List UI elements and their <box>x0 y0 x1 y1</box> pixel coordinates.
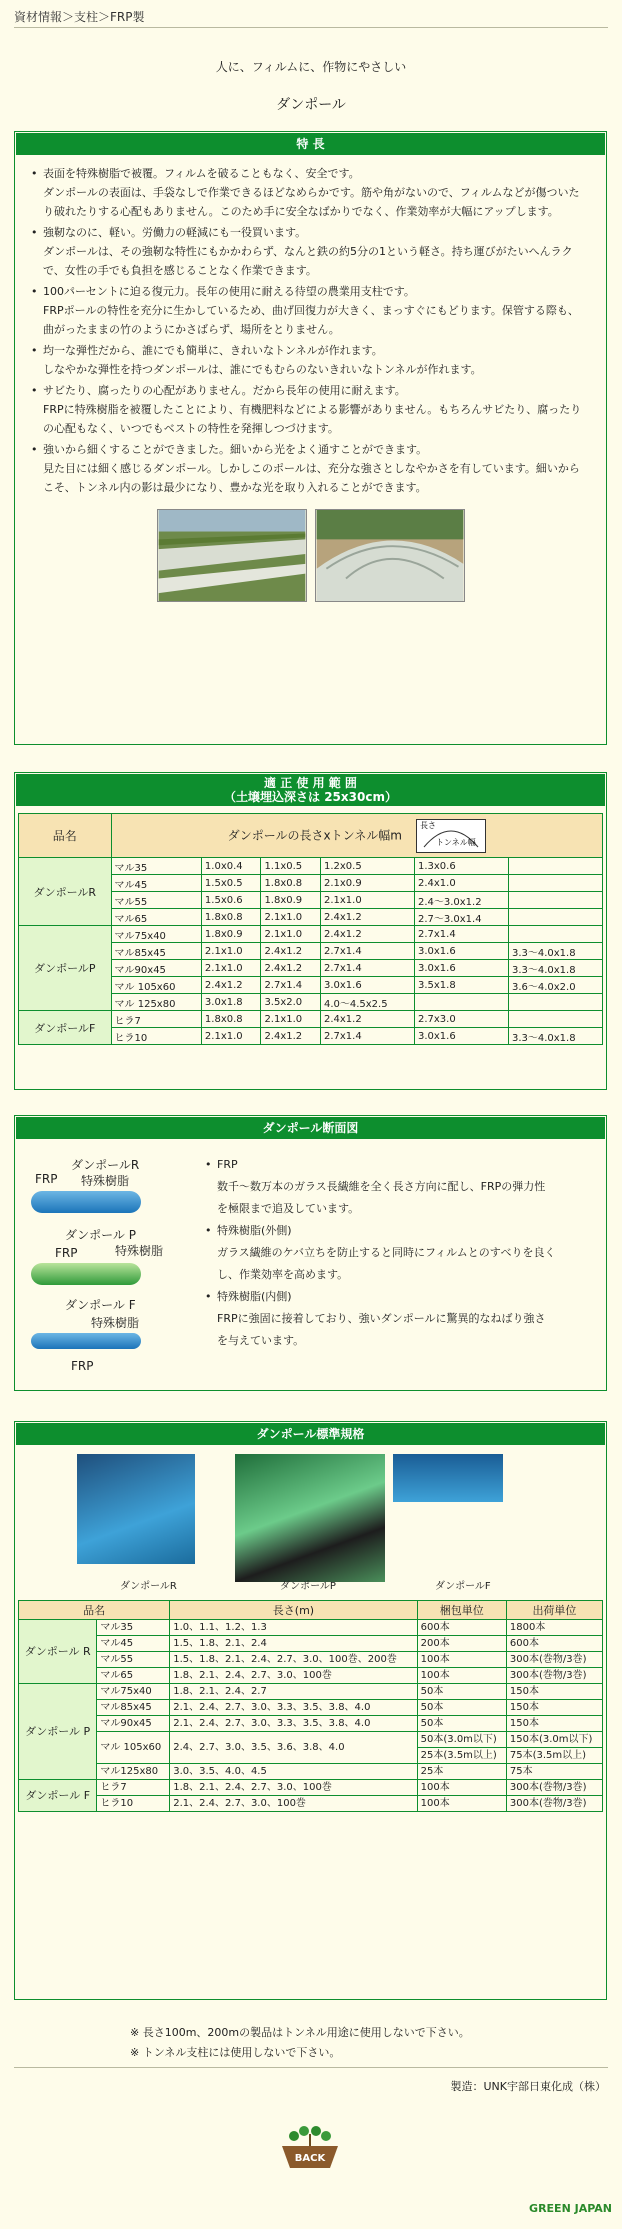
feature-item <box>43 440 588 497</box>
section-item-desc: し、作業効率を高めます。 <box>217 1268 349 1281</box>
range-heading-line2: （土壌埋込深さは 25x30cm） <box>224 790 397 804</box>
range-row <box>19 1011 603 1028</box>
range-cell <box>508 909 602 926</box>
range-cell: 3.0x1.6 <box>320 977 414 994</box>
spec-row <box>19 1764 603 1780</box>
range-table <box>18 813 603 1045</box>
pipe-r-image <box>31 1191 141 1213</box>
feature-desc: ダンポールの表面は、手袋なしで作業できるほどなめらかです。筋や角がないので、フィルムなどが傷ついたり破れたりする心配もありません。このため手に安全なばかりでなく、作業効率が大幅にアップします。 <box>43 186 580 218</box>
spec-cell: マル125x80 <box>97 1764 170 1780</box>
divider <box>14 27 608 28</box>
spec-cell: 25本(3.5m以上) <box>417 1748 506 1764</box>
caption-f: ダンポールF <box>435 1581 491 1592</box>
caption-p: ダンポールP <box>280 1581 336 1592</box>
spec-row <box>19 1716 603 1732</box>
spec-cell: 100本 <box>417 1652 506 1668</box>
range-cell <box>414 994 508 1011</box>
range-cell: 2.1x1.0 <box>261 926 321 943</box>
section-item-desc: を与えています。 <box>217 1334 305 1347</box>
spec-row <box>19 1796 603 1812</box>
spec-cell: 1.5、1.8、2.1、2.4、2.7、3.0、100巻、200巻 <box>170 1652 417 1668</box>
section-heading: ダンポール断面図 <box>16 1117 605 1139</box>
group-name: ダンポールP <box>19 926 112 1011</box>
range-cell: 2.4x1.2 <box>261 1028 321 1045</box>
spec-cell: 300本(巻物/3巻) <box>506 1652 602 1668</box>
range-cell: マル85x45 <box>111 943 201 960</box>
range-cell: マル75x40 <box>111 926 201 943</box>
tagline: 人に、フィルムに、作物にやさしい <box>215 60 407 74</box>
product-photo-p <box>235 1454 385 1582</box>
spec-row <box>19 1652 603 1668</box>
spec-cell: マル75x40 <box>97 1684 170 1700</box>
spec-col-header: 出荷単位 <box>506 1601 602 1620</box>
range-cell: ヒラ10 <box>111 1028 201 1045</box>
feature-item <box>43 223 588 280</box>
spec-cell: 1.8、2.1、2.4、2.7、3.0、100巻 <box>170 1668 417 1684</box>
range-cell: 2.4x1.2 <box>320 926 414 943</box>
spec-cell: 2.1、2.4、2.7、3.0、3.3、3.5、3.8、4.0 <box>170 1716 417 1732</box>
spec-cell: マル55 <box>97 1652 170 1668</box>
range-cell: マル90x45 <box>111 960 201 977</box>
spec-cell: 50本 <box>417 1700 506 1716</box>
spec-cell: ヒラ7 <box>97 1780 170 1796</box>
range-cell: 1.3x0.6 <box>414 858 508 875</box>
spec-heading: ダンポール標準規格 <box>16 1423 605 1445</box>
range-heading-line1: 適 正 使 用 範 囲 <box>264 776 357 790</box>
spec-cell: 300本(巻物/3巻) <box>506 1796 602 1812</box>
group-name: ダンポールF <box>19 1011 112 1045</box>
range-cell: 2.4x1.2 <box>320 1011 414 1028</box>
features-photos <box>15 509 606 602</box>
spec-cell: 100本 <box>417 1796 506 1812</box>
col-name: 品名 <box>19 814 112 858</box>
spec-cell: 200本 <box>417 1636 506 1652</box>
spec-cell: マル 105x60 <box>97 1732 170 1764</box>
label-r-frp: FRP <box>35 1172 58 1186</box>
features-heading: 特 長 <box>16 133 605 155</box>
section-item-desc: ガラス繊維のケバ立ちを防止すると同時にフィルムとのすべりを良く <box>217 1246 556 1259</box>
spec-cell: 50本 <box>417 1684 506 1700</box>
spec-row <box>19 1684 603 1700</box>
back-label[interactable]: BACK <box>294 2153 326 2164</box>
label-f-frp: FRP <box>71 1359 94 1373</box>
spec-cell: 150本 <box>506 1716 602 1732</box>
range-cell: 2.1x1.0 <box>320 892 414 909</box>
range-cell: 3.0x1.8 <box>201 994 261 1011</box>
spec-cell: 1.5、1.8、2.1、2.4 <box>170 1636 417 1652</box>
range-cell: 3.0x1.6 <box>414 960 508 977</box>
range-cell: 3.0x1.6 <box>414 1028 508 1045</box>
range-section <box>14 772 607 1090</box>
range-cell: 1.8x0.8 <box>201 1011 261 1028</box>
range-cell: 1.1x0.5 <box>261 858 321 875</box>
dome-length-label: 長さ <box>419 820 436 830</box>
range-cell: マル 105x60 <box>111 977 201 994</box>
range-cell: ヒラ7 <box>111 1011 201 1028</box>
note-2: ※ トンネル支柱には使用しないで下さい。 <box>130 2046 341 2059</box>
range-cell: 2.7x1.4 <box>320 960 414 977</box>
label-p-frp: FRP <box>55 1246 78 1260</box>
feature-title: • 強靭なのに、軽い。労働力の軽減にも一役買います。 <box>43 226 307 239</box>
spec-cell: マル85x45 <box>97 1700 170 1716</box>
label-r: ダンポールR <box>71 1158 140 1172</box>
spec-cell: 600本 <box>506 1636 602 1652</box>
spec-section <box>14 1421 607 2000</box>
range-cell: 2.7x1.4 <box>414 926 508 943</box>
group-name: ダンポール P <box>19 1684 97 1780</box>
spec-cell: 150本 <box>506 1684 602 1700</box>
divider <box>14 2067 608 2068</box>
feature-title: • サビたり、腐ったりの心配がありません。だから長年の使用に耐えます。 <box>43 384 406 397</box>
range-cell: 3.5x2.0 <box>261 994 321 1011</box>
feature-desc: ダンポールは、その強靭な特性にもかかわらず、なんと鉄の約5分の1という軽さ。持ち運びがたいへんラクで、女性の手でも負担を感じることなく作業できます。 <box>43 245 573 277</box>
group-name: ダンポールR <box>19 858 112 926</box>
range-cell: 2.4x1.2 <box>201 977 261 994</box>
section-item-desc: を極限まで追及しています。 <box>217 1202 360 1215</box>
range-cell: 3.3〜4.0x1.8 <box>508 960 602 977</box>
section-descriptions <box>205 1154 600 1352</box>
spec-row <box>19 1668 603 1684</box>
cross-section <box>14 1115 607 1391</box>
spec-cell: 3.0、3.5、4.0、4.5 <box>170 1764 417 1780</box>
range-cell: 2.1x1.0 <box>201 1028 261 1045</box>
label-p-resin: 特殊樹脂 <box>115 1244 164 1258</box>
range-cell: 3.0x1.6 <box>414 943 508 960</box>
feature-desc: FRPに特殊樹脂を被覆したことにより、有機肥料などによる影響がありません。もちろんサビたり、腐ったりの心配もなく、いつでもベストの特性を発揮しつづけます。 <box>43 403 582 435</box>
range-cell: 2.7〜3.0x1.4 <box>414 909 508 926</box>
feature-item <box>43 282 588 339</box>
spec-cell: マル35 <box>97 1620 170 1636</box>
manufacturer: 製造：UNK宇部日東化成（株） <box>450 2080 606 2093</box>
range-cell: 2.1x0.9 <box>320 875 414 892</box>
range-cell: 1.5x0.6 <box>201 892 261 909</box>
spec-row <box>19 1636 603 1652</box>
range-cell: 3.3〜4.0x1.8 <box>508 1028 602 1045</box>
spec-row <box>19 1700 603 1716</box>
product-photo-f <box>393 1454 503 1502</box>
spec-cell: 300本(巻物/3巻) <box>506 1780 602 1796</box>
spec-cell: 100本 <box>417 1780 506 1796</box>
range-cell: 3.6〜4.0x2.0 <box>508 977 602 994</box>
pipe-p-image <box>31 1263 141 1285</box>
spec-table <box>18 1600 603 1812</box>
range-cell: 2.7x1.4 <box>320 943 414 960</box>
range-cell <box>508 1011 602 1028</box>
range-cell: 2.4x1.2 <box>320 909 414 926</box>
spec-cell: マル90x45 <box>97 1716 170 1732</box>
range-cell: 2.7x1.4 <box>320 1028 414 1045</box>
range-cell: 4.0〜4.5x2.5 <box>320 994 414 1011</box>
col-length-label: ダンポールの長さxトンネル幅m <box>227 828 402 842</box>
features-list <box>15 156 606 497</box>
field-photo-1 <box>157 509 307 602</box>
spec-cell: 75本 <box>506 1764 602 1780</box>
range-cell: マル65 <box>111 909 201 926</box>
feature-title: • 強いから細くすることができました。細いから光をよく通すことができます。 <box>43 443 428 456</box>
feature-title: • 表面を特殊樹脂で被覆。フィルムを破ることもなく、安全です。 <box>43 167 360 180</box>
back-button[interactable] <box>274 2124 346 2172</box>
caption-r: ダンポールR <box>120 1581 177 1592</box>
page-title: ダンポール <box>276 97 346 113</box>
product-photo-r <box>77 1454 195 1564</box>
spec-cell: 1800本 <box>506 1620 602 1636</box>
feature-title: • 100パーセントに迫る復元力。長年の使用に耐える待望の農業用支柱です。 <box>43 285 415 298</box>
label-r-resin: 特殊樹脂 <box>81 1174 130 1188</box>
spec-row <box>19 1780 603 1796</box>
feature-desc: FRPポールの特性を充分に生かしているため、曲げ回復力が大きく、まっすぐにもどります。保管する際も、曲がったままの竹のようにかさばらず、場所をとりません。 <box>43 304 579 336</box>
spec-cell: 150本 <box>506 1700 602 1716</box>
spec-cell: 150本(3.0m以下) <box>506 1732 602 1748</box>
spec-cell: マル65 <box>97 1668 170 1684</box>
section-item-desc: 数千〜数万本のガラス長繊維を全く長さ方向に配し、FRPの弾力性 <box>217 1180 546 1193</box>
breadcrumb: 資材情報＞支柱＞FRP製 <box>14 10 145 24</box>
range-cell: 2.7x3.0 <box>414 1011 508 1028</box>
section-item-title: • 特殊樹脂(内側) <box>205 1286 600 1308</box>
spec-cell: 2.4、2.7、3.0、3.5、3.6、3.8、4.0 <box>170 1732 417 1764</box>
spec-cell: 50本(3.0m以下) <box>417 1732 506 1748</box>
range-cell: 2.4x1.0 <box>414 875 508 892</box>
range-cell: 1.5x0.5 <box>201 875 261 892</box>
spec-cell: 50本 <box>417 1716 506 1732</box>
features-section <box>14 131 607 745</box>
spec-cell: 2.1、2.4、2.7、3.0、3.3、3.5、3.8、4.0 <box>170 1700 417 1716</box>
section-item-title: • FRP <box>205 1154 600 1176</box>
range-cell: 2.1x1.0 <box>261 1011 321 1028</box>
range-cell: マル45 <box>111 875 201 892</box>
range-cell: 2.1x1.0 <box>201 943 261 960</box>
range-cell: 2.4〜3.0x1.2 <box>414 892 508 909</box>
group-name: ダンポール R <box>19 1620 97 1684</box>
range-cell: 3.3〜4.0x1.8 <box>508 943 602 960</box>
feature-item <box>43 341 588 379</box>
range-cell: 1.8x0.9 <box>201 926 261 943</box>
pipe-f-image <box>31 1333 141 1349</box>
label-f: ダンポール F <box>65 1298 136 1312</box>
range-cell <box>508 858 602 875</box>
spec-col-header: 梱包単位 <box>417 1601 506 1620</box>
feature-title: • 均一な弾性だから、誰にでも簡単に、きれいなトンネルが作れます。 <box>43 344 383 357</box>
range-cell: 2.1x1.0 <box>201 960 261 977</box>
plant-icon <box>289 2126 331 2146</box>
range-cell: 3.5x1.8 <box>414 977 508 994</box>
field-photo-2 <box>315 509 465 602</box>
spec-cell: 300本(巻物/3巻) <box>506 1668 602 1684</box>
spec-col-header: 品名 <box>19 1601 170 1620</box>
range-heading <box>16 774 605 806</box>
group-name: ダンポール F <box>19 1780 97 1812</box>
range-row <box>19 926 603 943</box>
spec-cell: 2.1、2.4、2.7、3.0、100巻 <box>170 1796 417 1812</box>
range-cell: 1.2x0.5 <box>320 858 414 875</box>
col-length <box>111 814 602 858</box>
spec-cell: 1.0、1.1、1.2、1.3 <box>170 1620 417 1636</box>
range-cell: 1.8x0.8 <box>261 875 321 892</box>
range-cell <box>508 875 602 892</box>
range-cell <box>508 892 602 909</box>
range-cell: 1.0x0.4 <box>201 858 261 875</box>
range-cell <box>508 926 602 943</box>
range-cell <box>508 994 602 1011</box>
section-item-title: • 特殊樹脂(外側) <box>205 1220 600 1242</box>
label-f-resin: 特殊樹脂 <box>91 1316 140 1330</box>
note-1: ※ 長さ100m、200mの製品はトンネル用途に使用しないで下さい。 <box>130 2026 470 2039</box>
range-cell: 2.7x1.4 <box>261 977 321 994</box>
logo: GREEN JAPAN <box>529 2202 612 2215</box>
range-cell: マル 125x80 <box>111 994 201 1011</box>
spec-cell: 1.8、2.1、2.4、2.7 <box>170 1684 417 1700</box>
range-cell: 1.8x0.9 <box>261 892 321 909</box>
section-item-desc: FRPに強固に接着しており、強いダンポールに驚異的なねばり強さ <box>217 1312 546 1325</box>
range-cell: 2.4x1.2 <box>261 943 321 960</box>
feature-desc: 見た目には細く感じるダンポール。しかしこのポールは、充分な強さとしなやかさを有しています。細いからこそ、トンネル内の影は最少になり、豊かな光を取り入れることができます。 <box>43 462 580 494</box>
spec-cell: 75本(3.5m以上) <box>506 1748 602 1764</box>
feature-item <box>43 381 588 438</box>
spec-cell: 1.8、2.1、2.4、2.7、3.0、100巻 <box>170 1780 417 1796</box>
range-cell: マル35 <box>111 858 201 875</box>
spec-row <box>19 1620 603 1636</box>
dome-width-label: トンネル幅 <box>435 837 476 847</box>
range-cell: 2.4x1.2 <box>261 960 321 977</box>
spec-cell: 25本 <box>417 1764 506 1780</box>
range-cell: 2.1x1.0 <box>261 909 321 926</box>
spec-cell: マル45 <box>97 1636 170 1652</box>
feature-desc: しなやかな弾性を持つダンポールは、誰にでもむらのないきれいなトンネルが作れます。 <box>43 363 482 376</box>
spec-col-header: 長さ(m) <box>170 1601 417 1620</box>
spec-cell: ヒラ10 <box>97 1796 170 1812</box>
tunnel-diagram <box>416 819 486 853</box>
feature-item <box>43 164 588 221</box>
range-cell: 1.8x0.8 <box>201 909 261 926</box>
spec-cell: 100本 <box>417 1668 506 1684</box>
range-row <box>19 858 603 875</box>
range-cell: マル55 <box>111 892 201 909</box>
label-p: ダンポール P <box>65 1228 136 1242</box>
spec-cell: 600本 <box>417 1620 506 1636</box>
